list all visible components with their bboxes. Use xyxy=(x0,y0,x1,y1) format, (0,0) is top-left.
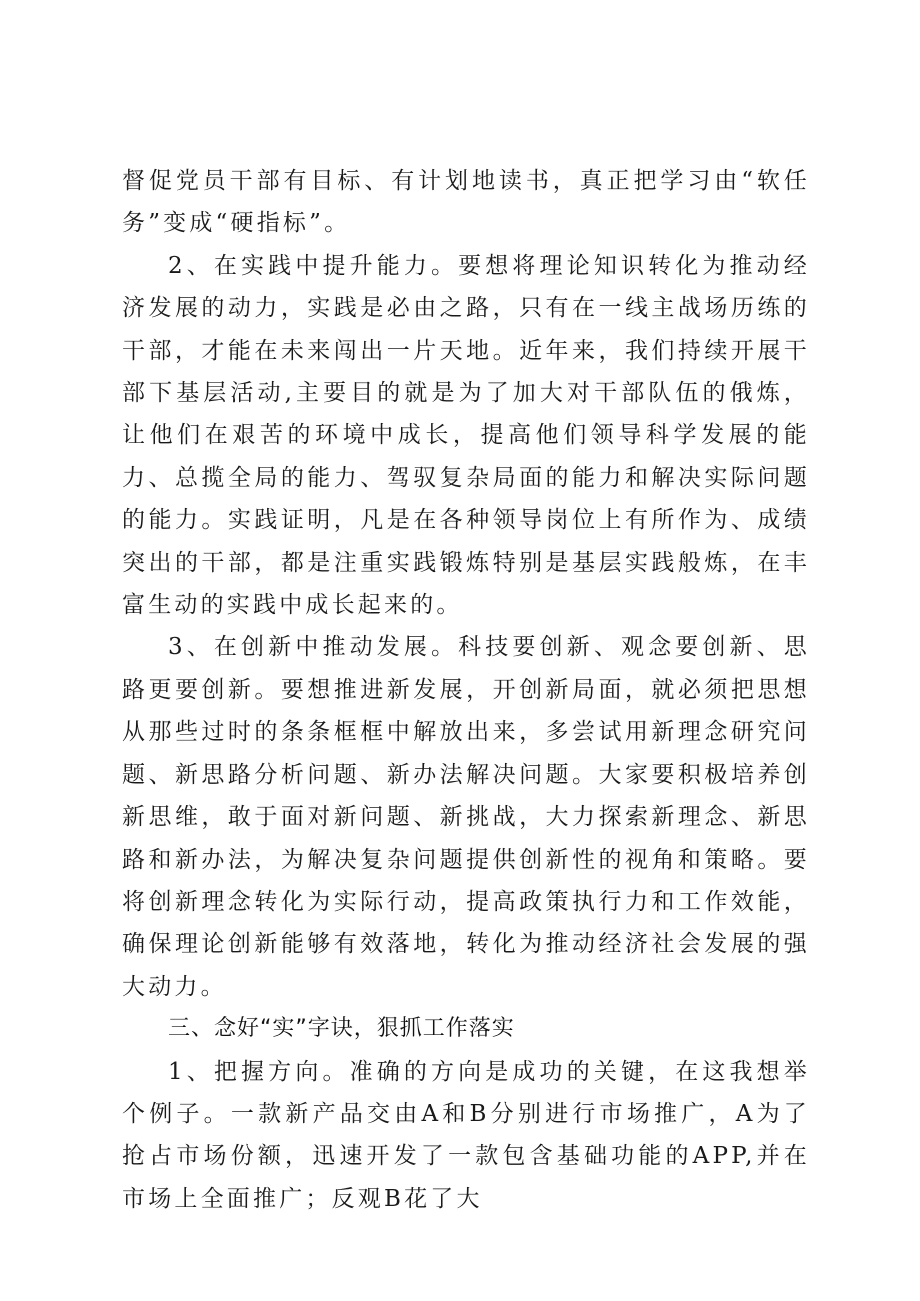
section-heading: 三、念好“实”字诀，狠抓工作落实 xyxy=(168,1016,515,1042)
paragraph-practice: 2、在实践中提升能力。要想将理论知识转化为推动经济发展的动力，实践是必由之路，只有在一线主战场历练的干部，才能在未来闯出一片天地。近年来，我们持续开展干部下基层活动,主要目的就是为了加大对干部队伍的俄炼，让他们在艰苦的环境中成长，提高他们领导科学发展的能力、总揽全局的能力、驾驭复杂局面的能力和解决实际问题的能力。实践证明，凡是在各种领导岗位上有所作为、成绩突出的干部，都是注重实践锻炼特别是基层实践般炼，在丰富生动的实践中成长起来的。 xyxy=(122,252,810,619)
document-page xyxy=(122,160,810,1220)
paragraph-innovation: 3、在创新中推动发展。科技要创新、观念要创新、思路更要创新。要想推进新发展，开创新局面，就必须把思想从那些过时的条条框框中解放出来，多尝试用新理念研究问题、新思路分析问题、新办法解决问题。大家要积极培养创新思维，敢于面对新问题、新挑战，大力探索新理念、新思路和新办法，为解决复杂问题提供创新性的视角和策略。要将创新理念转化为实际行动，提高政策执行力和工作效能，确保理论创新能够有效落地，转化为推动经济社会发展的强大动力。 xyxy=(122,634,810,1000)
paragraph-continuation: 督促党员干部有目标、有计划地读书，真正把学习由“软任务”变成“硬指标”。 xyxy=(122,168,810,237)
paragraph-direction: 1、把握方向。准确的方向是成功的关键，在这我想举个例子。一款新产品交由A和B分别进行市场推广，A为了抢占市场份额，迅速开发了一款包含基础功能的APP,并在市场上全面推广；反观B花了大 xyxy=(122,1058,810,1212)
